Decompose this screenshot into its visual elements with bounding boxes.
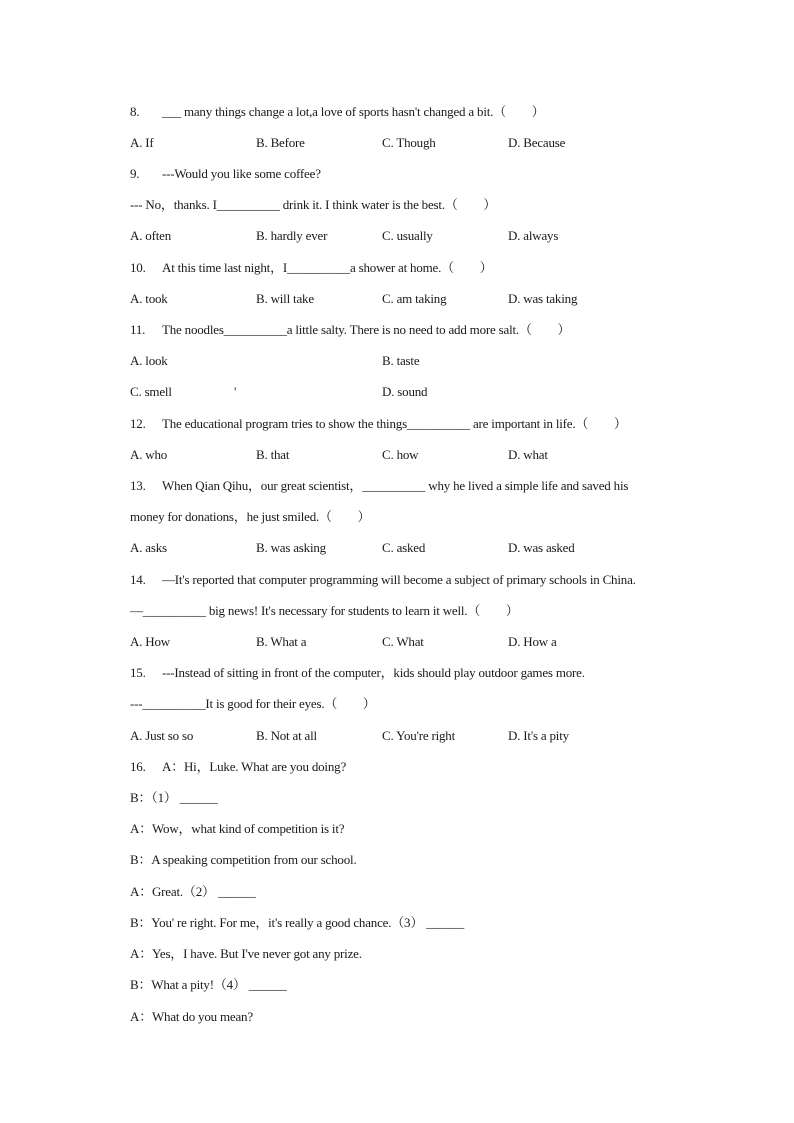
option-a[interactable]: A. asks [130, 540, 167, 555]
question-14-line-2 [130, 600, 519, 622]
option-d[interactable]: D. was taking [508, 291, 578, 306]
dialogue-text: B：What a pity!（4） ______ [130, 977, 287, 992]
option-c[interactable]: C. usually [382, 228, 433, 243]
question-number: 9. [130, 166, 140, 181]
option-c[interactable]: C. What [382, 634, 424, 649]
dialogue-text: B：（1） ______ [130, 790, 218, 805]
dialogue-text: A：Wow，what kind of competition is it? [130, 821, 345, 836]
question-number: 10. [130, 260, 146, 275]
option-b[interactable]: B. was asking [256, 540, 326, 555]
dialogue-text: A：Hi，Luke. What are you doing? [162, 759, 347, 774]
option-a[interactable]: A. who [130, 447, 168, 462]
option-d[interactable]: D. Because [508, 135, 566, 150]
question-9 [130, 163, 321, 185]
question-13 [130, 475, 628, 497]
option-b[interactable]: B. will take [256, 291, 314, 306]
dialogue-text: B：A speaking competition from our school. [130, 852, 357, 867]
option-d[interactable]: D. How a [508, 634, 557, 649]
option-a[interactable]: A. look [130, 353, 168, 368]
question-text: —It's reported that computer programming will become a subject of primary schools in China. [162, 572, 636, 587]
option-a[interactable]: A. If [130, 135, 154, 150]
question-text-continued: money for donations，he just smiled.（ ） [130, 509, 371, 524]
question-text: When Qian Qihu，our great scientist，__________ why he lived a simple life and saved his [162, 478, 629, 493]
question-number: 8. [130, 104, 140, 119]
option-d[interactable]: D. sound [382, 384, 428, 399]
dialogue-line-7 [130, 943, 362, 965]
question-8 [130, 101, 544, 123]
question-text-continued: ---__________It is good for their eyes.（ ） [130, 696, 376, 711]
option-d[interactable]: D. was asked [508, 540, 575, 555]
option-c[interactable]: C. am taking [382, 291, 447, 306]
dialogue-line-5 [130, 881, 256, 903]
option-a[interactable]: A. How [130, 634, 170, 649]
option-b[interactable]: B. Not at all [256, 728, 317, 743]
question-text: The noodles__________a little salty. There is no need to add more salt.（ ） [162, 322, 571, 337]
question-11 [130, 319, 570, 341]
question-number: 15. [130, 665, 146, 680]
dialogue-line-9 [130, 1006, 253, 1028]
option-b[interactable]: B. that [256, 447, 290, 462]
option-d[interactable]: D. It's a pity [508, 728, 569, 743]
question-text: ---Would you like some coffee? [162, 166, 321, 181]
question-number: 13. [130, 478, 146, 493]
dialogue-text: A：Great.（2） ______ [130, 884, 256, 899]
question-number: 14. [130, 572, 146, 587]
question-number: 12. [130, 416, 146, 431]
question-text-continued: —__________ big news! It's necessary for students to learn it well.（ ） [130, 603, 519, 618]
dialogue-text: A：Yes，I have. But I've never got any prize. [130, 946, 362, 961]
question-9-line-2 [130, 194, 496, 216]
dialogue-text: A：What do you mean? [130, 1009, 253, 1024]
question-14 [130, 569, 636, 591]
dialogue-line-2 [130, 787, 218, 809]
question-number: 16. [130, 759, 146, 774]
option-b[interactable]: B. taste [382, 353, 420, 368]
dialogue-line-4 [130, 849, 357, 871]
option-a[interactable]: A. took [130, 291, 168, 306]
option-b[interactable]: B. What a [256, 634, 307, 649]
question-text-continued: --- No，thanks. I__________ drink it. I think water is the best.（ ） [130, 197, 497, 212]
option-c[interactable]: C. how [382, 447, 419, 462]
option-c[interactable]: C. Though [382, 135, 436, 150]
dialogue-text: B：You' re right. For me，it's really a good chance.（3） ______ [130, 915, 465, 930]
question-13-line-2 [130, 506, 370, 528]
option-c[interactable]: C. smell [130, 384, 172, 399]
dialogue-line-1 [130, 756, 346, 778]
question-text: The educational program tries to show the things__________ are important in life.（ ） [162, 416, 627, 431]
question-text: ---Instead of sitting in front of the computer，kids should play outdoor games more. [162, 665, 585, 680]
question-12 [130, 413, 627, 435]
option-a[interactable]: A. Just so so [130, 728, 194, 743]
option-a[interactable]: A. often [130, 228, 171, 243]
question-text: ___ many things change a lot,a love of sports hasn't changed a bit.（ ） [162, 104, 545, 119]
option-b[interactable]: B. Before [256, 135, 305, 150]
stray-mark: ' [234, 384, 237, 399]
question-number: 11. [130, 322, 146, 337]
dialogue-line-8 [130, 974, 287, 996]
option-d[interactable]: D. what [508, 447, 548, 462]
option-b[interactable]: B. hardly ever [256, 228, 328, 243]
question-15 [130, 662, 585, 684]
question-15-line-2 [130, 693, 376, 715]
option-d[interactable]: D. always [508, 228, 559, 243]
option-c[interactable]: C. asked [382, 540, 426, 555]
dialogue-line-3 [130, 818, 344, 840]
option-c[interactable]: C. You're right [382, 728, 456, 743]
dialogue-line-6 [130, 912, 464, 934]
question-text: At this time last night，I__________a shower at home.（ ） [162, 260, 493, 275]
question-10 [130, 257, 492, 279]
